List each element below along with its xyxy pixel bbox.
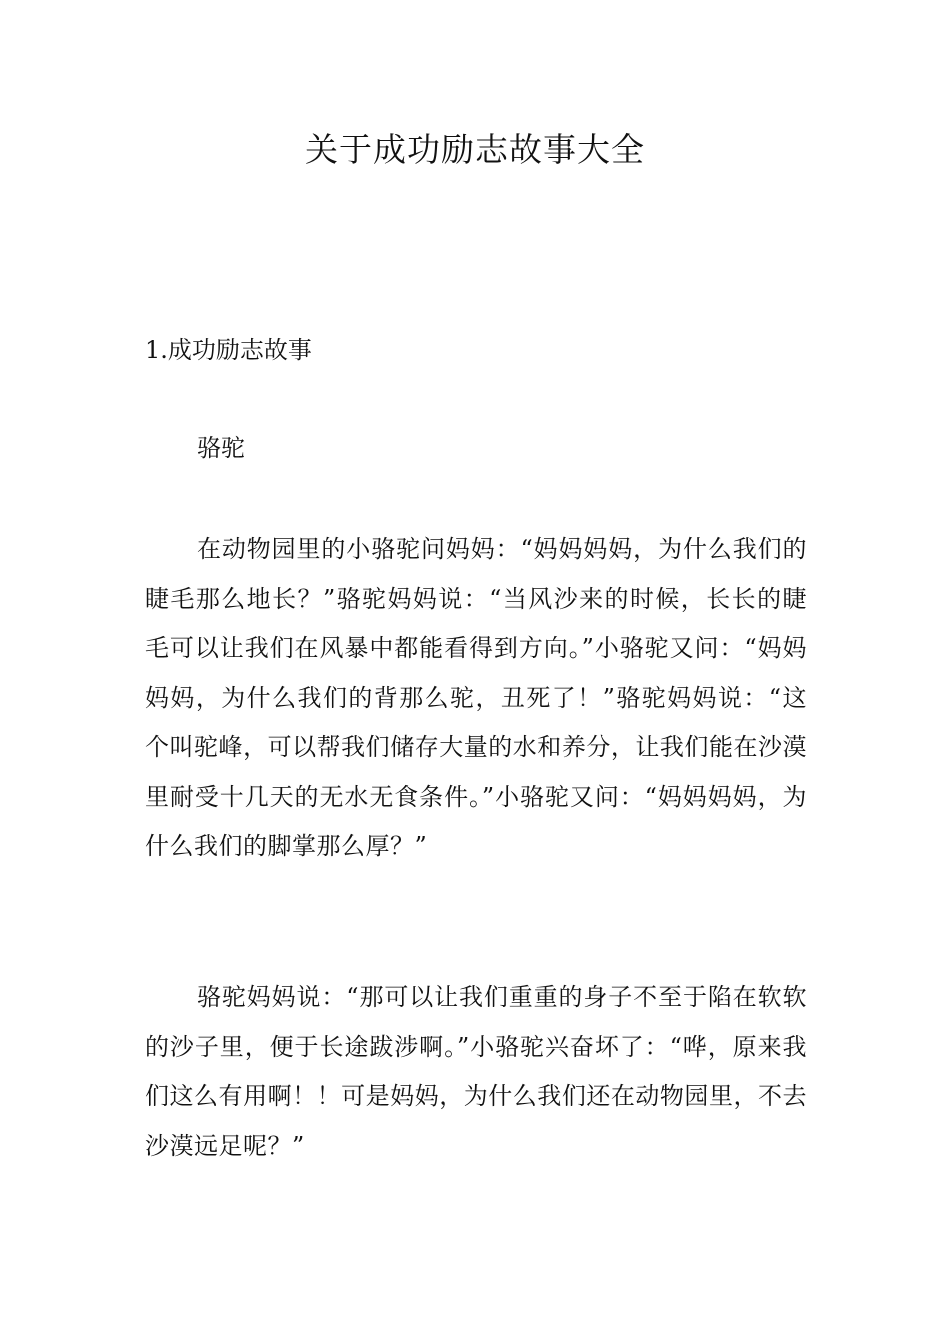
story-paragraph: 骆驼妈妈说：“那可以让我们重重的身子不至于陷在软软的沙子里，便于长途跋涉啊。”小骆驼兴奋坏了：“哗，原来我们这么有用啊！！可是妈妈，为什么我们还在动物园里，不去沙漠远足呢？” [145,983,807,1160]
section-heading: 1.成功励志故事 [145,336,312,364]
story-paragraph: 在动物园里的小骆驼问妈妈：“妈妈妈妈，为什么我们的睫毛那么地长？”骆驼妈妈说：“当风沙来的时候，长长的睫毛可以让我们在风暴中都能看得到方向。”小骆驼又问：“妈妈妈妈，为什么我们的背那么驼，丑死了！”骆驼妈妈说：“这个叫驼峰，可以帮我们储存大量的水和养分，让我们能在沙漠里耐受十几天的无水无食条件。”小骆驼又问：“妈妈妈妈，为什么我们的脚掌那么厚？” [145,535,807,860]
story-title: 骆驼 [197,434,245,462]
document-title: 关于成功励志故事大全 [305,130,645,169]
